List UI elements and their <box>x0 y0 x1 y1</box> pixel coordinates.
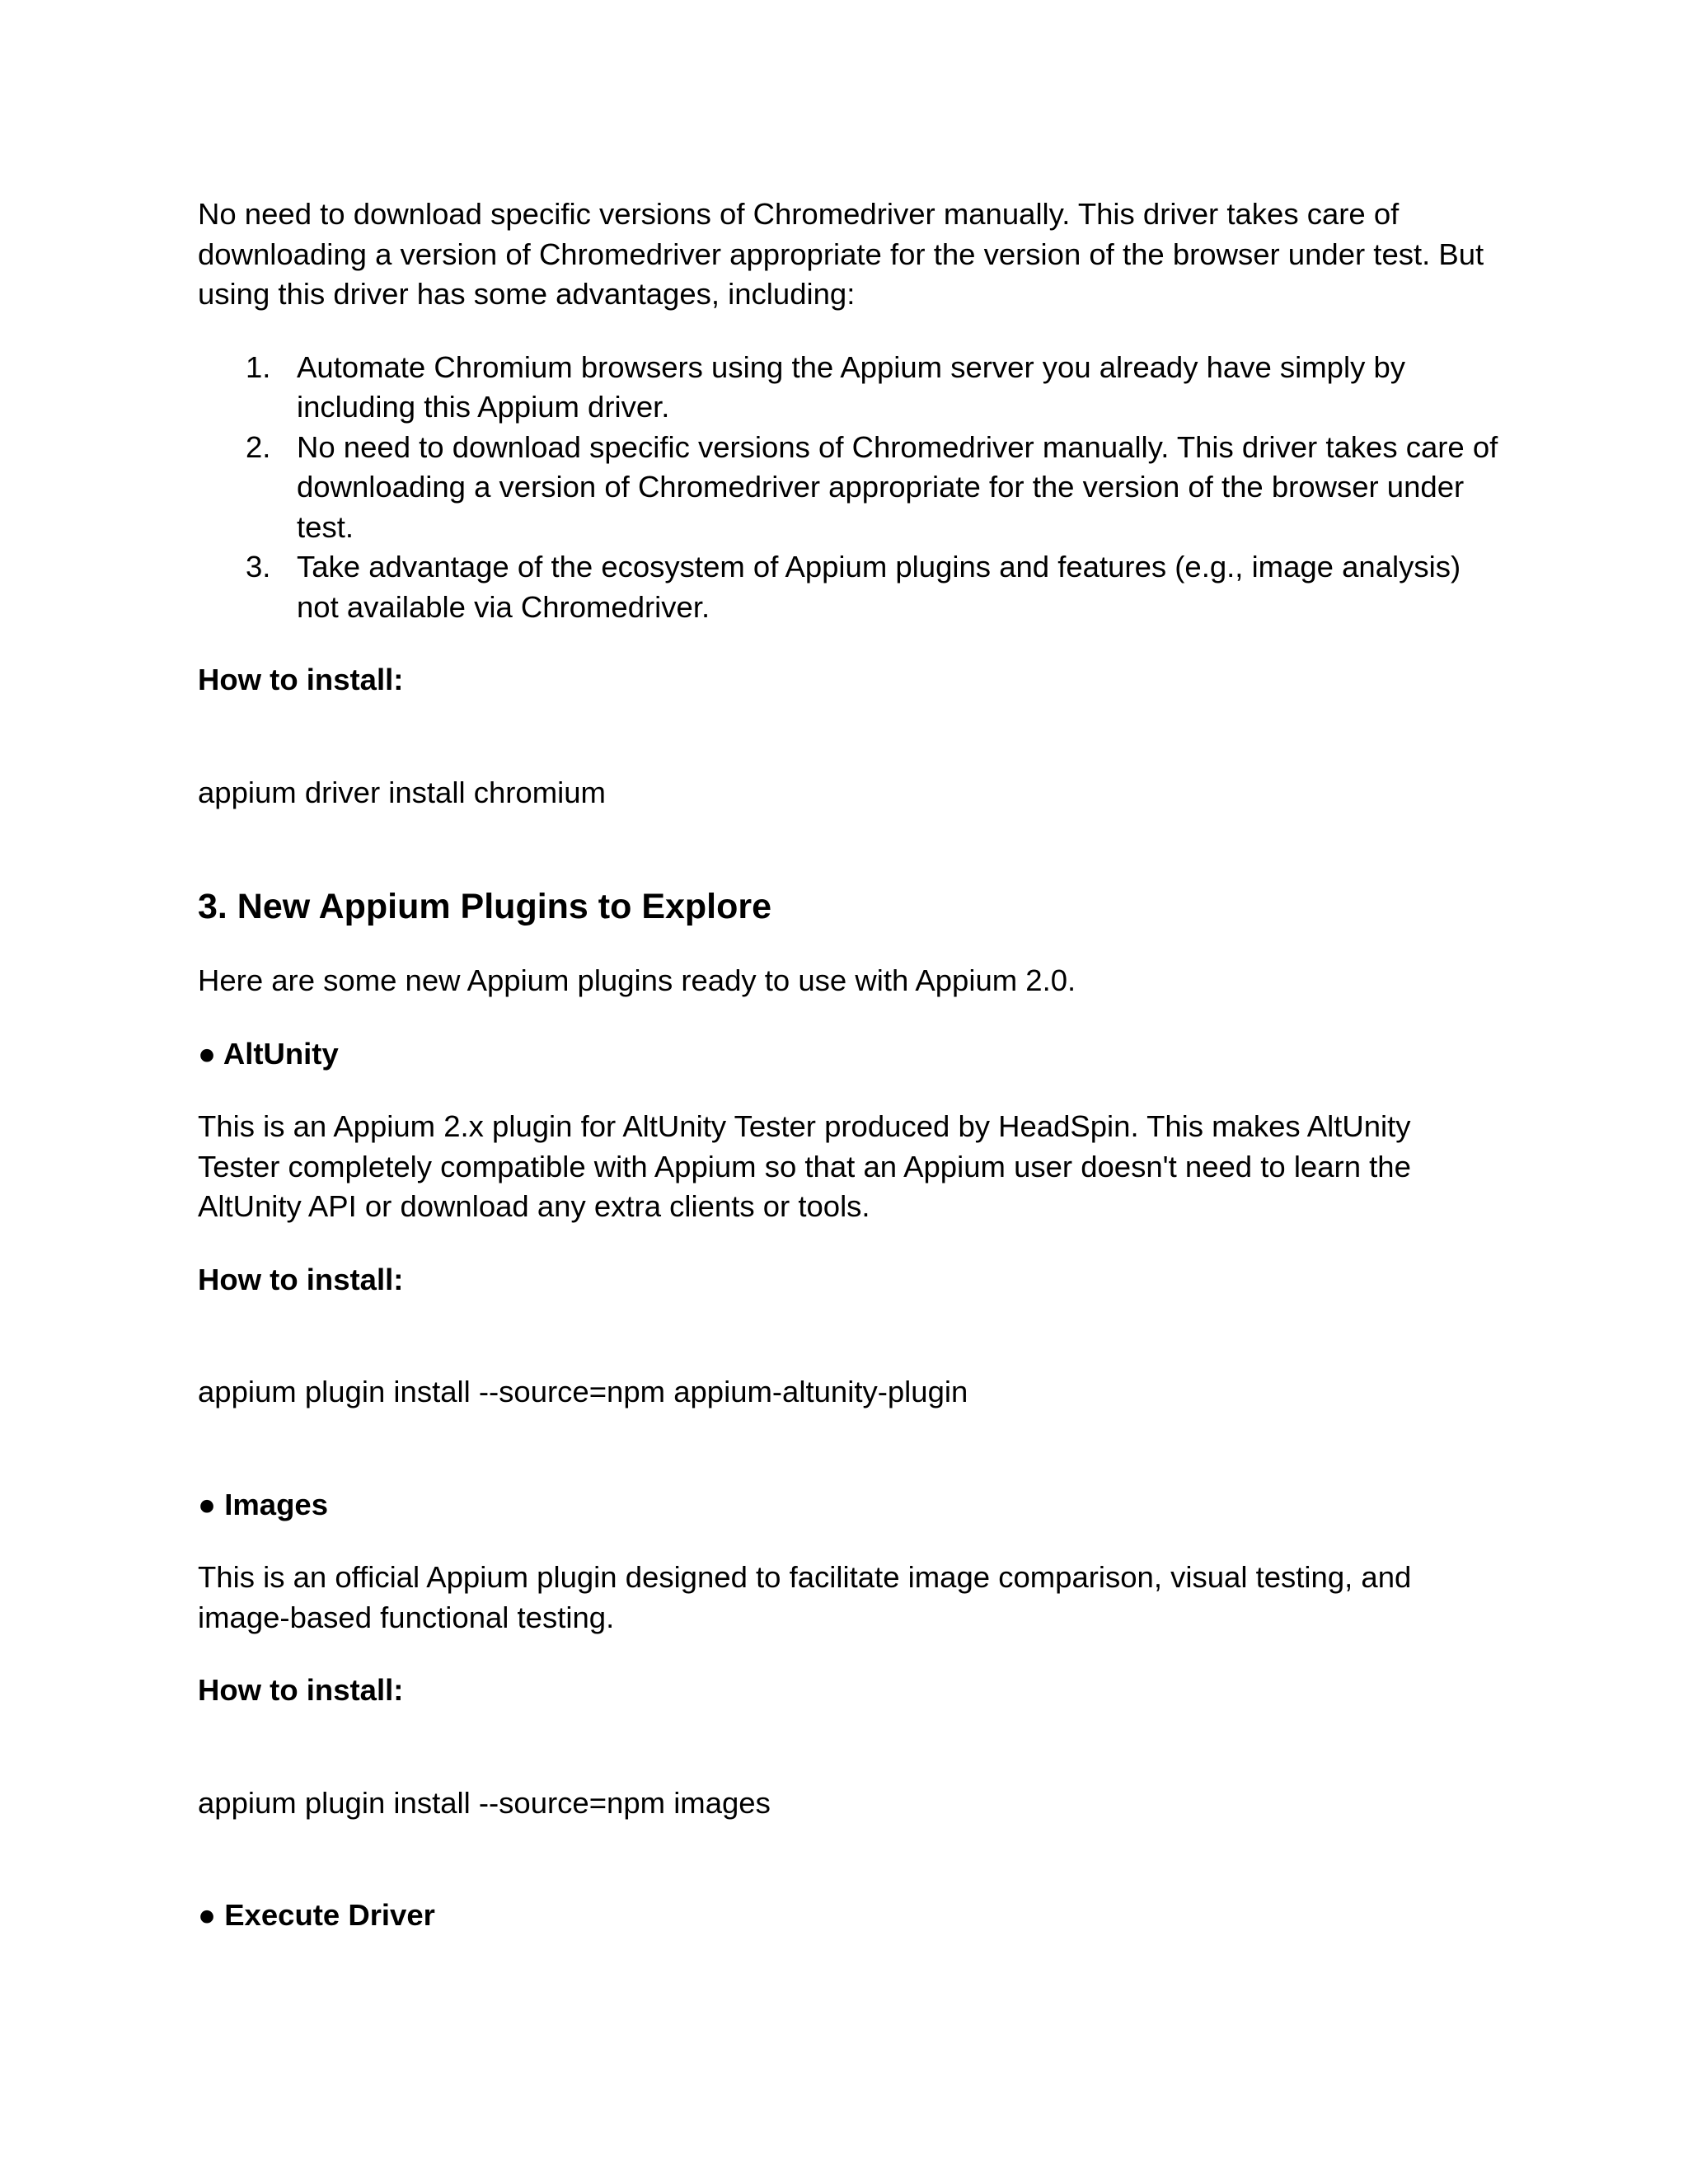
images-title <box>198 1485 1500 1526</box>
list-item-text: Take advantage of the ecosystem of Appium plugins and features (e.g., image analysis) not available via Chromedriver. <box>297 550 1461 624</box>
advantages-list <box>198 348 1500 628</box>
images-title-text: Images <box>224 1487 328 1521</box>
intro-paragraph: No need to download specific versions of Chromedriver manually. This driver takes care of downloading a version of Chromedriver appropriate for the version of the browser under test. But using this driver has some advantages, including: <box>198 197 1484 311</box>
list-item-text: Automate Chromium browsers using the Appium server you already have simply by including this Appium driver. <box>297 349 1406 424</box>
section-3-heading: 3. New Appium Plugins to Explore <box>198 887 772 926</box>
execute-driver-title-text: Execute Driver <box>224 1898 435 1932</box>
bullet-icon: ● <box>198 1487 217 1521</box>
list-item-text: No need to download specific versions of Chromedriver manually. This driver takes care of downloading a version of Chromedriver appropriate for the version of the browser under test. <box>297 429 1498 544</box>
altunity-title-text: AltUnity <box>223 1036 339 1071</box>
images-install-command: appium plugin install --source=npm images <box>198 1785 771 1820</box>
document-page <box>198 194 1500 1936</box>
list-item <box>198 428 1500 548</box>
altunity-description: This is an Appium 2.x plugin for AltUnity Tester produced by HeadSpin. This makes AltUnity Tester completely compatible with Appium so that an Appium user doesn't need to learn the AltUnity API or download any extra clients or tools. <box>198 1109 1411 1223</box>
images-install-label: How to install: <box>198 1673 404 1707</box>
list-item <box>198 348 1500 428</box>
altunity-install-label: How to install: <box>198 1262 404 1296</box>
bullet-icon: ● <box>198 1036 217 1071</box>
chromium-install-command: appium driver install chromium <box>198 775 606 809</box>
list-item <box>198 547 1500 627</box>
list-item-number: 1. <box>246 349 271 384</box>
section-3-intro: Here are some new Appium plugins ready to use with Appium 2.0. <box>198 963 1076 997</box>
altunity-title <box>198 1034 1500 1075</box>
images-description: This is an official Appium plugin designed to facilitate image comparison, visual testing, and image-based functional testing. <box>198 1560 1412 1634</box>
execute-driver-title <box>198 1896 1500 1936</box>
bullet-icon: ● <box>198 1898 217 1932</box>
altunity-install-command: appium plugin install --source=npm appium-altunity-plugin <box>198 1375 968 1408</box>
list-item-number: 2. <box>246 429 271 464</box>
list-item-number: 3. <box>246 550 271 583</box>
chromium-install-label: How to install: <box>198 663 404 696</box>
